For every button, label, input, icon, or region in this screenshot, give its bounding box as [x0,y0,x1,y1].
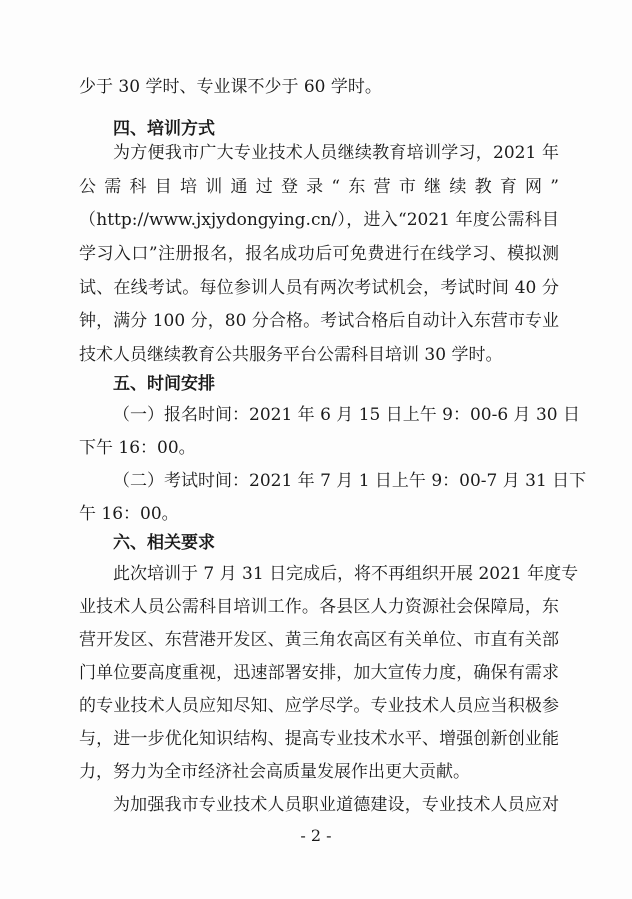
section-heading-requirements: 六、相关要求 [113,533,215,553]
text-line: 公需科目培训通过登录“东营市继续教育网” [79,177,559,197]
text-line: 业技术人员公需科目培训工作。各县区人力资源社会保障局，东 [79,597,559,617]
text-line: 学习入口”注册报名，报名成功后可免费进行在线学习、模拟测 [79,244,559,264]
text-line: 此次培训于 7 月 31 日完成后，将不再组织开展 2021 年度专 [113,564,579,584]
text-line: 技术人员继续教育公共服务平台公需科目培训 30 学时。 [79,345,503,365]
text-line: 力，努力为全市经济社会高质量发展作出更大贡献。 [79,762,470,782]
text-line: 与，进一步优化知识结构、提高专业技术水平、增强创新创业能 [79,729,559,749]
page-number: - 2 - [300,826,332,845]
text-line: 下午 16：00。 [79,438,196,458]
section-heading-schedule: 五、时间安排 [113,374,215,394]
text-line: 钟，满分 100 分，80 分合格。考试合格后自动计入东营市专业 [79,311,559,331]
text-line: 的专业技术人员应知尽知、应学尽学。专业技术人员应当积极参 [79,696,559,716]
text-line: 午 16：00。 [79,504,179,524]
text-line: 营开发区、东营港开发区、黄三角农高区有关单位、市直有关部 [79,630,559,650]
text-line: （二）考试时间：2021 年 7 月 1 日上午 9：00-7 月 31 日下 [113,471,587,491]
text-line: 门单位要高度重视，迅速部署安排，加大宣传力度，确保有需求 [79,663,559,683]
text-line: 为加强我市专业技术人员职业道德建设，专业技术人员应对 [113,795,559,815]
text-line: 试、在线考试。每位参训人员有两次考试机会，考试时间 40 分 [79,278,559,298]
section-heading-training-method: 四、培训方式 [113,119,215,139]
text-line: 少于 30 学时、专业课不少于 60 学时。 [79,77,382,97]
text-line-with-url: （http://www.jxjydongying.cn/），进入“2021 年度公需科目 [79,210,559,230]
text-line: 为方便我市广大专业技术人员继续教育培训学习，2021 年 [113,143,559,163]
text-line: （一）报名时间：2021 年 6 月 15 日上午 9：00-6 月 30 日 [113,405,580,425]
